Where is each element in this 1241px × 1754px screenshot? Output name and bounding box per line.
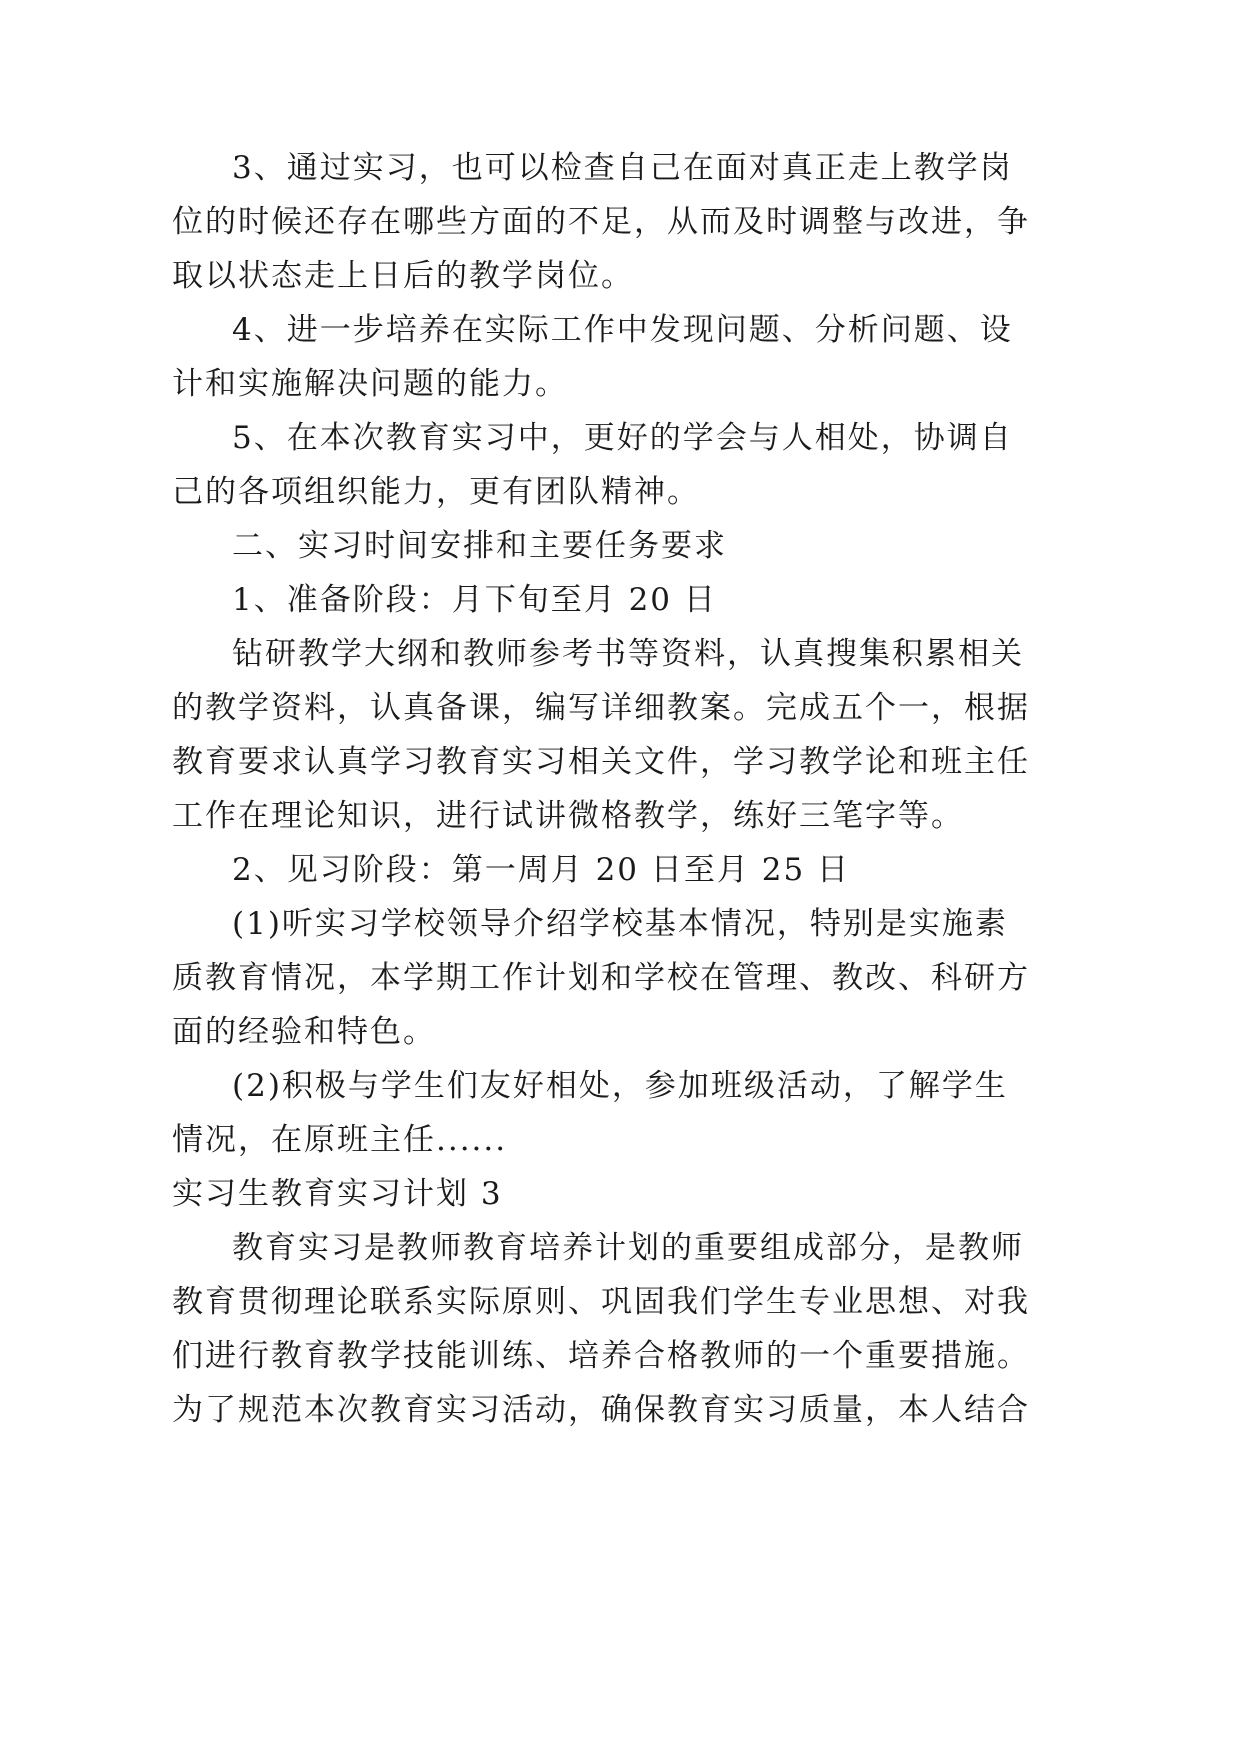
text-line: 3、通过实习，也可以检查自己在面对真正走上教学岗 (232, 150, 1013, 186)
text-line: 教育实习是教师教育培养计划的重要组成部分，是教师 (232, 1230, 1024, 1266)
text-line: 己的各项组织能力，更有团队精神。 (172, 474, 700, 510)
text-line: 计和实施解决问题的能力。 (172, 366, 568, 402)
text-line: 质教育情况，本学期工作计划和学校在管理、教改、科研方 (172, 960, 1030, 996)
text-line: 的教学资料，认真备课，编写详细教案。完成五个一，根据 (172, 690, 1030, 726)
text-line: 4、进一步培养在实际工作中发现问题、分析问题、设 (232, 312, 1013, 348)
subsection-heading: 1、准备阶段：月下旬至月 20 日 (232, 582, 717, 618)
text-line: (2)积极与学生们友好相处，参加班级活动，了解学生 (232, 1068, 1008, 1104)
text-line: 5、在本次教育实习中，更好的学会与人相处，协调自 (232, 420, 1013, 456)
text-line: 工作在理论知识，进行试讲微格教学，练好三笔字等。 (172, 798, 964, 834)
text-line: 教育要求认真学习教育实习相关文件，学习教学论和班主任 (172, 744, 1030, 780)
text-line: 钻研教学大纲和教师参考书等资料，认真搜集积累相关 (232, 636, 1024, 672)
text-line: (1)听实习学校领导介绍学校基本情况，特别是实施素 (232, 906, 1008, 942)
text-line: 取以状态走上日后的教学岗位。 (172, 258, 634, 294)
document-title: 实习生教育实习计划 3 (172, 1176, 503, 1212)
text-line: 为了规范本次教育实习活动，确保教育实习质量，本人结合 (172, 1392, 1030, 1428)
text-line: 面的经验和特色。 (172, 1014, 436, 1050)
text-line: 教育贯彻理论联系实际原则、巩固我们学生专业思想、对我 (172, 1284, 1030, 1320)
text-line: 情况，在原班主任...... (172, 1122, 508, 1158)
text-line: 位的时候还存在哪些方面的不足，从而及时调整与改进，争 (172, 204, 1030, 240)
subsection-heading: 2、见习阶段：第一周月 20 日至月 25 日 (232, 852, 851, 888)
section-heading: 二、实习时间安排和主要任务要求 (232, 528, 727, 564)
text-line: 们进行教育教学技能训练、培养合格教师的一个重要措施。 (172, 1338, 1030, 1374)
